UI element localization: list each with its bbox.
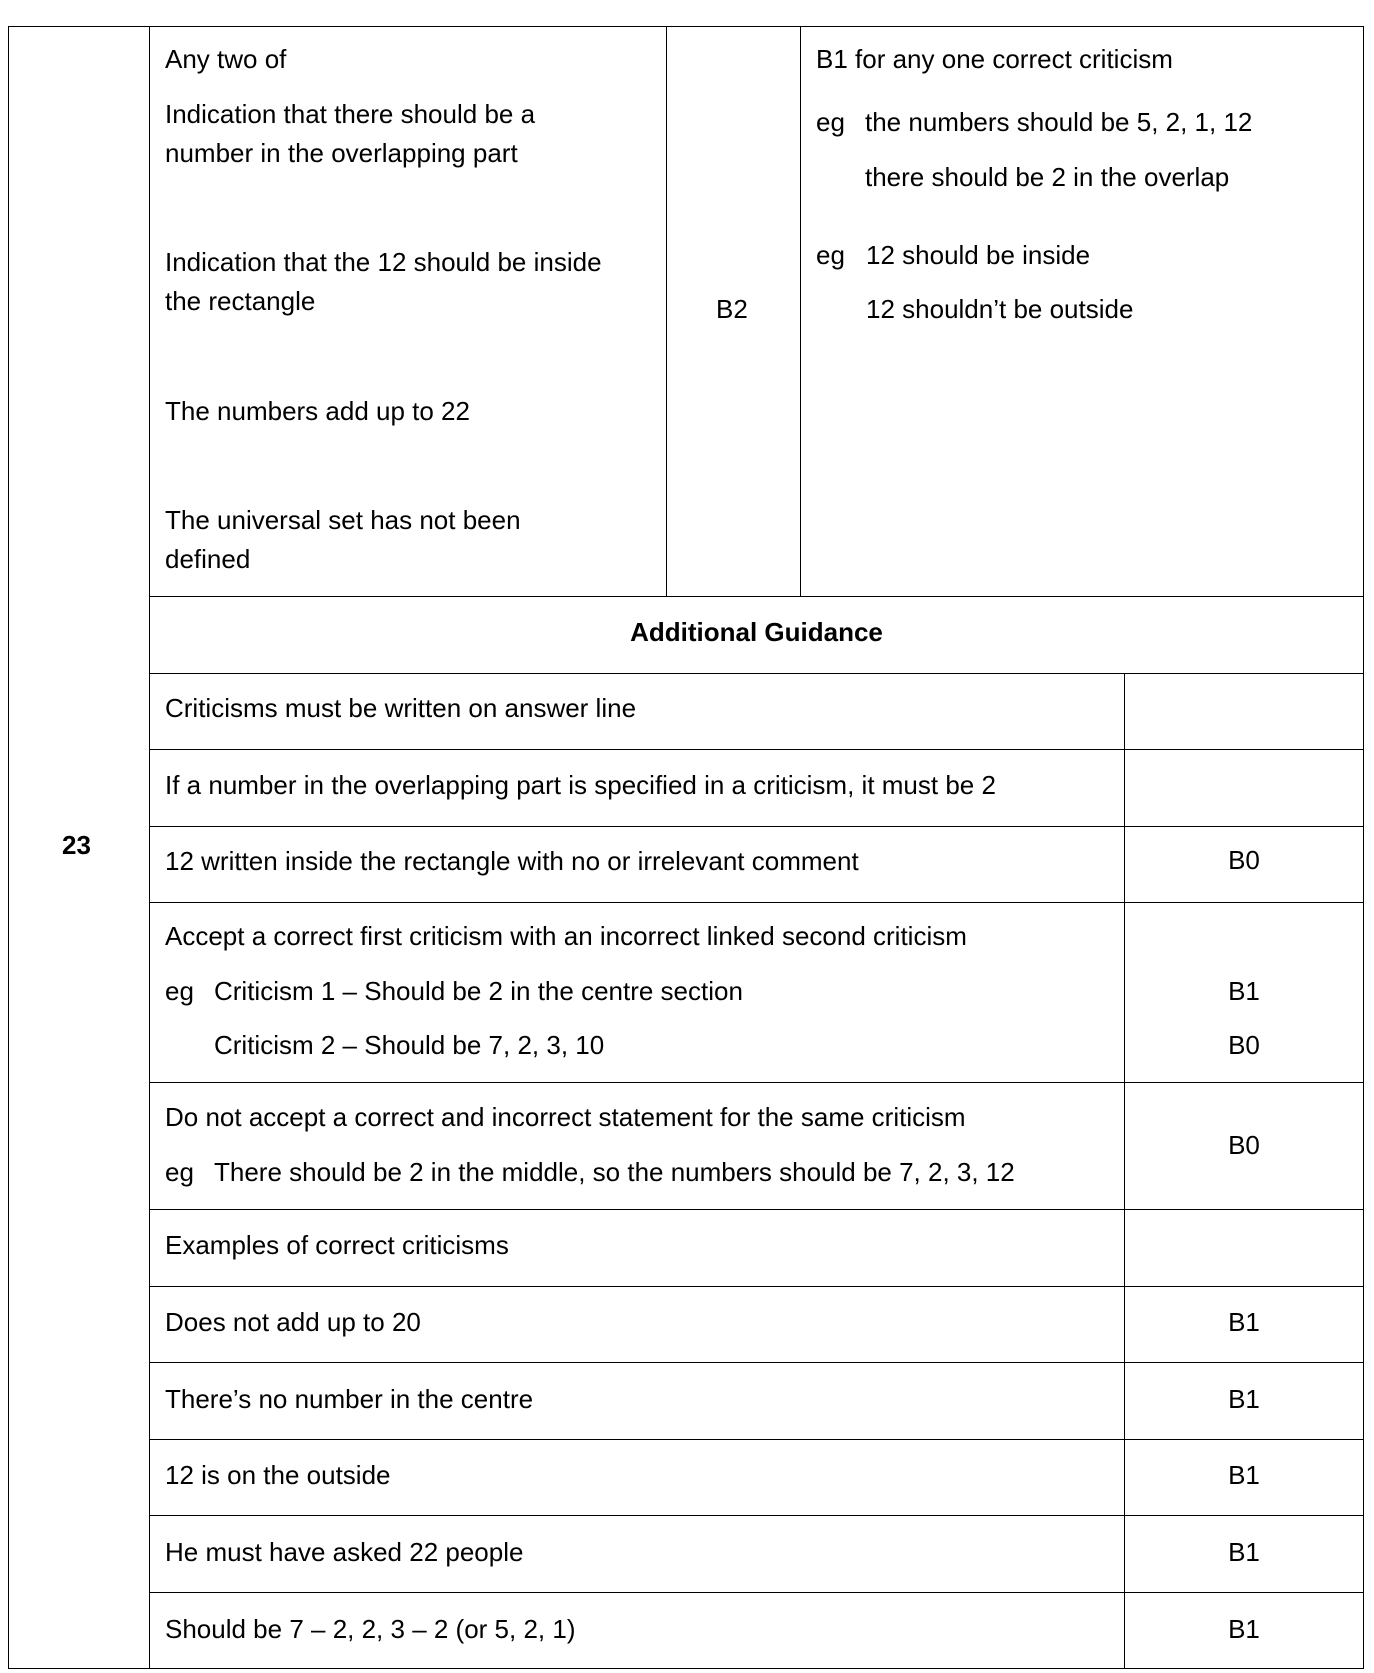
guidance-row-mark: B1 [1228,1460,1260,1490]
guidance-row-text: Accept a correct first criticism with an incorrect linked second criticism [165,921,967,951]
mark-column-divider [800,26,801,597]
eg-label: eg [165,976,194,1006]
border-bottom [8,1668,1364,1669]
guidance-row-text: He must have asked 22 people [165,1537,524,1567]
row-divider [149,826,1364,827]
row-divider [149,673,1364,674]
guidance-row-mark: B1 [1228,1537,1260,1567]
answer-point-line: The numbers add up to 22 [165,396,470,426]
guidance-row-text: If a number in the overlapping part is specified in a criticism, it must be 2 [165,770,996,800]
guidance-mark-column-divider [1124,673,1125,1668]
eg-label: eg [816,107,845,137]
guidance-row-text: Do not accept a correct and incorrect statement for the same criticism [165,1102,966,1132]
question-column-divider [149,26,150,1669]
answer-point-line: defined [165,544,251,574]
row-divider [149,749,1364,750]
guidance-example: There should be 2 in the middle, so the numbers should be 7, 2, 3, 12 [214,1157,1015,1187]
answer-point-line: Indication that there should be a [165,99,536,129]
answer-point-line: number in the overlapping part [165,138,518,168]
guidance-row-text: There’s no number in the centre [165,1384,534,1414]
answer-point-line: the rectangle [165,286,316,316]
mark-value: B2 [716,294,748,324]
guidance-row-text: 12 written inside the rectangle with no or irrelevant comment [165,846,859,876]
guidance-row-text: 12 is on the outside [165,1460,391,1490]
comment-b1: B1 for any one correct criticism [816,44,1173,74]
answer-point-line: The universal set has not been [165,505,521,535]
answer-point-line: Indication that the 12 should be inside [165,247,602,277]
guidance-row-text: Should be 7 – 2, 2, 3 – 2 (or 5, 2, 1) [165,1614,576,1644]
row-divider [149,902,1364,903]
row-divider [149,596,1364,597]
guidance-example: Criticism 1 – Should be 2 in the centre section [214,976,743,1006]
guidance-example: Criticism 2 – Should be 7, 2, 3, 10 [214,1030,605,1060]
row-divider [149,1515,1364,1516]
row-divider [149,1439,1364,1440]
eg-label: eg [816,240,845,270]
question-number: 23 [62,830,91,860]
guidance-row-text: Examples of correct criticisms [165,1230,509,1260]
row-divider [149,1286,1364,1287]
comment-example: 12 shouldn’t be outside [866,294,1134,324]
answer-intro: Any two of [165,44,287,74]
border-top [8,26,1364,27]
guidance-row-mark: B1 [1228,976,1260,1006]
guidance-row-mark: B0 [1228,1030,1260,1060]
comment-example: there should be 2 in the overlap [865,162,1230,192]
guidance-row-mark: B1 [1228,1384,1260,1414]
row-divider [149,1592,1364,1593]
guidance-row-text: Criticisms must be written on answer line [165,693,637,723]
eg-label: eg [165,1157,194,1187]
guidance-row-text: Does not add up to 20 [165,1307,421,1337]
row-divider [149,1362,1364,1363]
row-divider [149,1082,1364,1083]
guidance-row-mark: B1 [1228,1307,1260,1337]
comment-example: 12 should be inside [866,240,1091,270]
guidance-row-mark: B0 [1228,1130,1260,1160]
guidance-row-mark: B0 [1228,845,1260,875]
answer-column-divider [666,26,667,597]
border-left [8,26,9,1669]
guidance-heading: Additional Guidance [630,617,883,647]
row-divider [149,1209,1364,1210]
comment-example: the numbers should be 5, 2, 1, 12 [865,107,1253,137]
guidance-row-mark: B1 [1228,1614,1260,1644]
